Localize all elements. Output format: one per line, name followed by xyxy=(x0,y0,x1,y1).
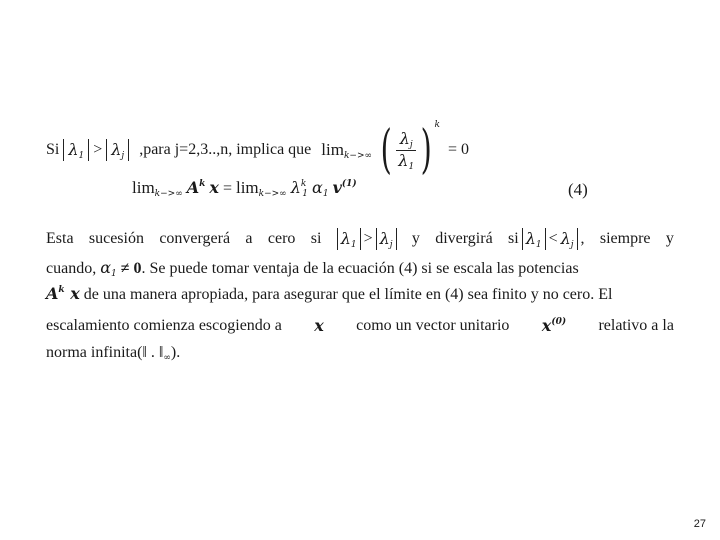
equals-sign: = xyxy=(222,180,232,197)
word: y xyxy=(411,230,420,247)
x-0-vector: $x^{(0)}$ xyxy=(541,316,567,335)
word: a xyxy=(245,230,253,247)
paragraph-line-2 xyxy=(46,258,674,279)
x-vector: x xyxy=(209,178,219,197)
right-paren: ) xyxy=(420,120,432,180)
cuando-text: cuando, xyxy=(46,260,97,277)
paragraph-line-1 xyxy=(46,228,674,250)
word: si xyxy=(310,230,322,247)
si-abs-lambda-1-lt-lambda-j: si $\lambda_1$ < $\lambda_j$ , xyxy=(508,228,585,250)
greater-than: > xyxy=(93,141,103,158)
page-number: 27 xyxy=(693,518,706,530)
lambda-ratio: $\frac{\lambda_j}{\lambda_1}$ xyxy=(398,128,415,172)
line-5-start: norma infinita( xyxy=(46,344,143,361)
equals-zero: = 0 xyxy=(447,141,469,158)
lambda-1: $\lambda_1$ xyxy=(68,139,85,161)
limit-statement xyxy=(46,118,469,182)
line-4-start: escalamiento comienza escogiendo a xyxy=(46,316,282,334)
alpha-1: $\alpha_1$ xyxy=(100,258,117,279)
word: siempre xyxy=(599,230,651,247)
equation-number: (4) xyxy=(568,180,588,199)
k-exponent: k xyxy=(434,120,440,130)
abs-lambda-1-gt-lambda-j: $\lambda_1$ > $\lambda_j$ xyxy=(337,228,397,250)
line-5-end: ). xyxy=(170,344,181,361)
line-4-end: relativo a la xyxy=(598,316,674,334)
abs-bar xyxy=(128,139,129,161)
abs-bar xyxy=(88,139,89,161)
paragraph-line-4 xyxy=(46,316,674,335)
lambda-1-power: $\lambda^k_1$ xyxy=(290,178,309,199)
infinity-norm: ‖ . $‖_\infty$ xyxy=(142,344,171,363)
paragraph-line-5 xyxy=(46,344,674,363)
abs-bar xyxy=(106,139,107,161)
not-equal-zero: ≠ 0 xyxy=(120,260,142,277)
left-paren: ( xyxy=(380,120,392,180)
line-3-text: de una manera apropiada, para asegurar que el límite en (4) sea finito y no cero. El xyxy=(83,286,613,303)
word: cero xyxy=(267,230,296,247)
word: y xyxy=(665,230,674,247)
paragraph-line-3 xyxy=(46,284,674,304)
lim-operator: $\lim_{k->\infty}$ xyxy=(321,139,372,161)
word: convergerá xyxy=(159,230,231,247)
v-vector: $v^{(1)}$ xyxy=(332,178,357,197)
x-vector: x xyxy=(314,316,324,335)
A-k-x: $A^k$ x xyxy=(46,284,80,303)
word: sucesión xyxy=(88,230,144,247)
word: Esta xyxy=(46,230,74,247)
abs-bar xyxy=(63,139,64,161)
alpha-1: $\alpha_1$ xyxy=(312,178,329,199)
line-2-text: . Se puede tomar ventaja de la ecuación (4) si se escala las potencias xyxy=(141,260,579,277)
equation-4 xyxy=(132,178,357,199)
si-label: Si xyxy=(46,141,60,158)
line-4-mid: como un vector unitario xyxy=(356,316,510,334)
condition-text: ,para j=2,3..,n, implica que xyxy=(139,141,312,158)
lim-left: $\lim_{k->\infty}$ xyxy=(132,178,183,199)
A-matrix: $A^k$ xyxy=(186,178,206,197)
lambda-j: $\lambda_j$ xyxy=(111,139,125,161)
lim-right: $\lim_{k->\infty}$ xyxy=(235,178,287,199)
word: divergirá xyxy=(435,230,493,247)
